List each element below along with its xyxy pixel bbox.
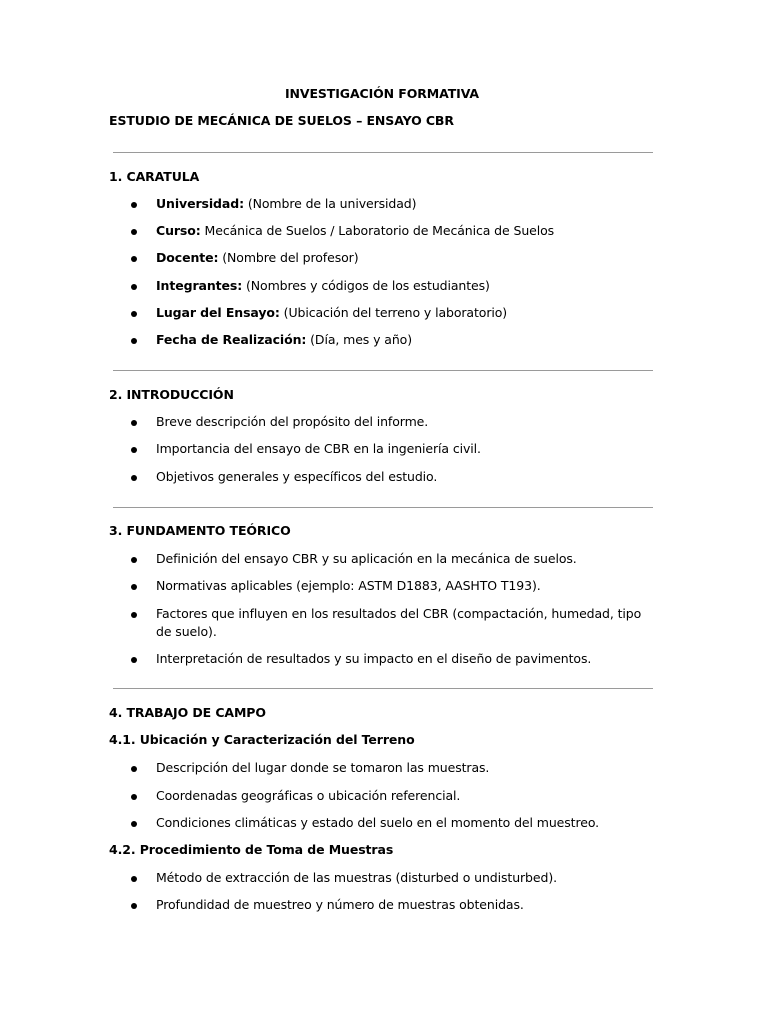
- bullet-icon: [131, 612, 137, 618]
- item-label: Integrantes:: [156, 278, 243, 293]
- bullet-icon: [131, 766, 137, 772]
- item-text: (Nombres y códigos de los estudiantes): [242, 278, 490, 293]
- list-item: Objetivos generales y específicos del estudio.: [156, 469, 438, 484]
- bullet-icon: [131, 202, 137, 208]
- list-item: Factores que influyen en los resultados del CBR (compactación, humedad, tipo de suelo).: [156, 606, 642, 639]
- list-item: [156, 195, 646, 213]
- document-subtitle: ESTUDIO DE MECÁNICA DE SUELOS – ENSAYO CBR: [109, 113, 454, 128]
- bullet-icon: [131, 284, 137, 290]
- bullet-icon: [131, 794, 137, 800]
- list-item: [156, 331, 646, 349]
- item-text: (Ubicación del terreno y laboratorio): [279, 305, 508, 320]
- divider: [113, 152, 653, 153]
- bullet-icon: [131, 256, 137, 262]
- list-item: Método de extracción de las muestras (disturbed o undisturbed).: [156, 870, 557, 885]
- list-item: Descripción del lugar donde se tomaron las muestras.: [156, 760, 490, 775]
- bullet-icon: [131, 447, 137, 453]
- bullet-icon: [131, 557, 137, 563]
- bullet-icon: [131, 903, 137, 909]
- item-text: (Día, mes y año): [306, 332, 412, 347]
- bullet-icon: [131, 821, 137, 827]
- list-item: Breve descripción del propósito del informe.: [156, 414, 429, 429]
- list-item: Importancia del ensayo de CBR en la ingeniería civil.: [156, 441, 481, 456]
- item-text: (Nombre de la universidad): [243, 196, 417, 211]
- list-item: [156, 222, 646, 240]
- list-item: Profundidad de muestreo y número de muestras obtenidas.: [156, 897, 524, 912]
- list-item: Coordenadas geográficas o ubicación referencial.: [156, 788, 461, 803]
- list-item: Definición del ensayo CBR y su aplicación en la mecánica de suelos.: [156, 551, 577, 566]
- section-heading-caratula: 1. CARATULA: [109, 169, 200, 184]
- bullet-icon: [131, 475, 137, 481]
- bullet-icon: [131, 229, 137, 235]
- list-item: [156, 277, 646, 295]
- item-label: Fecha de Realización:: [156, 332, 307, 347]
- list-item: Condiciones climáticas y estado del suelo en el momento del muestreo.: [156, 815, 600, 830]
- item-label: Universidad:: [156, 196, 244, 211]
- bullet-icon: [131, 311, 137, 317]
- document-title: INVESTIGACIÓN FORMATIVA: [284, 86, 479, 101]
- bullet-icon: [131, 876, 137, 882]
- list-item: [156, 304, 646, 322]
- list-item: Normativas aplicables (ejemplo: ASTM D1883, AASHTO T193).: [156, 578, 541, 593]
- bullet-icon: [131, 420, 137, 426]
- bullet-icon: [131, 584, 137, 590]
- item-label: Lugar del Ensayo:: [156, 305, 280, 320]
- section-heading-fundamento-teorico: 3. FUNDAMENTO TEÓRICO: [109, 523, 291, 538]
- item-label: Docente:: [156, 250, 219, 265]
- section-heading-trabajo-de-campo: 4. TRABAJO DE CAMPO: [109, 705, 266, 720]
- divider: [113, 688, 653, 689]
- divider: [113, 370, 653, 371]
- item-text: Mecánica de Suelos / Laboratorio de Mecánica de Suelos: [200, 223, 555, 238]
- bullet-icon: [131, 657, 137, 663]
- item-text: (Nombre del profesor): [218, 250, 359, 265]
- divider: [113, 507, 653, 508]
- bullet-icon: [131, 338, 137, 344]
- item-label: Curso:: [156, 223, 201, 238]
- section-heading-introduccion: 2. INTRODUCCIÓN: [109, 387, 234, 402]
- list-item: [156, 249, 646, 267]
- subsection-heading-toma-de-muestras: 4.2. Procedimiento de Toma de Muestras: [109, 842, 394, 857]
- subsection-heading-ubicacion: 4.1. Ubicación y Caracterización del Terreno: [109, 732, 415, 747]
- list-item: Interpretación de resultados y su impacto en el diseño de pavimentos.: [156, 651, 592, 666]
